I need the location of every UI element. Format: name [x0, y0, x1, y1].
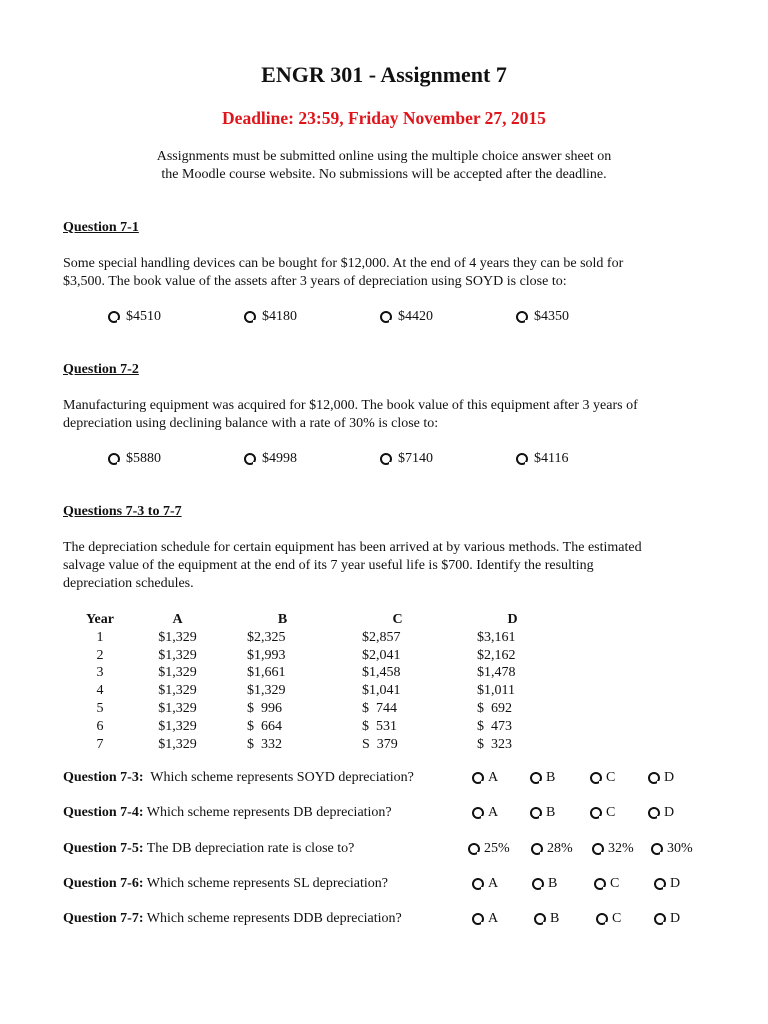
column-header: Year	[86, 612, 114, 627]
table-cell: $1,329	[158, 665, 197, 681]
table-body	[70, 629, 570, 754]
q2-option-b[interactable]	[244, 451, 297, 467]
subquestion-text: Which scheme represents DDB depreciation?	[143, 911, 402, 926]
option-label: B	[546, 805, 556, 820]
radio-icon[interactable]	[530, 807, 542, 819]
option-label: D	[670, 876, 681, 891]
table-cell: $3,161	[477, 629, 516, 645]
radio-icon[interactable]	[590, 807, 602, 819]
table-cell: $1,329	[158, 647, 197, 663]
table-row	[70, 647, 570, 665]
table-cell: $ 332	[247, 736, 282, 752]
question-text-line: salvage value of the equipment at the end of its 7 year useful life is $700. Identify the resulting	[63, 558, 594, 573]
option-label: B	[546, 770, 556, 785]
radio-icon[interactable]	[534, 913, 546, 925]
subquestion-3-option[interactable]	[530, 770, 555, 786]
table-cell: $ 531	[362, 718, 397, 734]
deadline-text: Deadline: 23:59, Friday November 27, 2015	[222, 108, 546, 128]
subquestion-5-option[interactable]	[651, 841, 693, 857]
radio-icon[interactable]	[472, 772, 484, 784]
table-cell: $2,325	[247, 629, 286, 645]
column-header: A	[172, 612, 183, 627]
question-text-line: Manufacturing equipment was acquired for $12,000. The book value of this equipment after 3 years of	[63, 398, 638, 413]
subquestion-5-option[interactable]	[592, 841, 634, 857]
subquestion-7-option[interactable]	[596, 911, 621, 927]
subquestion-text: Which scheme represents SOYD depreciation?	[143, 770, 414, 785]
option-label: D	[664, 805, 675, 820]
subquestion-7-option[interactable]	[654, 911, 680, 927]
instructions	[0, 148, 768, 184]
table-row	[70, 700, 570, 718]
table-cell: $ 323	[477, 736, 512, 752]
radio-icon[interactable]	[596, 913, 608, 925]
subquestion-3-option[interactable]	[648, 770, 674, 786]
question-text-line: $3,500. The book value of the assets after 3 years of depreciation using SOYD is close to:	[63, 274, 567, 289]
table-row	[70, 664, 570, 682]
table-cell: $1,329	[158, 700, 197, 716]
table-cell: $1,329	[158, 683, 197, 699]
radio-icon[interactable]	[244, 453, 256, 465]
column-header: C	[392, 612, 403, 627]
table-cell: $ 744	[362, 700, 397, 716]
radio-icon[interactable]	[516, 311, 528, 323]
table-cell: 6	[96, 718, 104, 734]
subquestion-3-option[interactable]	[472, 770, 498, 786]
subquestion-4-option[interactable]	[472, 805, 498, 821]
radio-icon[interactable]	[654, 878, 666, 890]
table-cell: $ 996	[247, 700, 282, 716]
subquestion-5	[63, 841, 354, 857]
subquestion-4-option[interactable]	[590, 805, 615, 821]
table-cell: $1,458	[362, 665, 401, 681]
subquestion-label: Question 7-7:	[63, 911, 144, 926]
subquestion-label: Question 7-3:	[63, 770, 144, 785]
table-cell: $1,329	[158, 718, 197, 734]
q2-option-c[interactable]	[380, 451, 433, 467]
radio-icon[interactable]	[516, 453, 528, 465]
radio-icon[interactable]	[648, 772, 660, 784]
option-label: $4420	[398, 309, 433, 324]
subquestion-6	[63, 876, 388, 892]
questions-7-3-to-7-7-heading: Questions 7-3 to 7-7	[63, 504, 182, 519]
radio-icon[interactable]	[651, 843, 663, 855]
subquestion-6-option[interactable]	[532, 876, 557, 892]
subquestion-7-option[interactable]	[534, 911, 559, 927]
column-header: D	[507, 612, 518, 627]
radio-icon[interactable]	[472, 878, 484, 890]
subquestion-text: Which scheme represents DB depreciation?	[143, 805, 392, 820]
table-cell: 7	[96, 736, 104, 752]
q1-option-b[interactable]	[244, 309, 297, 325]
radio-icon[interactable]	[530, 772, 542, 784]
option-label: $4116	[534, 451, 569, 466]
radio-icon[interactable]	[468, 843, 480, 855]
questions-7-3-text	[63, 539, 713, 593]
question-7-1-heading: Question 7-1	[63, 220, 139, 235]
radio-icon[interactable]	[472, 807, 484, 819]
table-cell: 2	[96, 647, 104, 663]
table-cell: 5	[96, 700, 104, 716]
subquestion-7	[63, 911, 402, 927]
option-label: 32%	[608, 841, 634, 856]
q1-option-d[interactable]	[516, 309, 569, 325]
option-label: C	[610, 876, 620, 891]
subquestion-text: The DB depreciation rate is close to?	[143, 841, 355, 856]
q1-option-a[interactable]	[108, 309, 161, 325]
table-cell: $1,329	[158, 629, 197, 645]
radio-icon[interactable]	[654, 913, 666, 925]
column-header: B	[277, 612, 288, 627]
radio-icon[interactable]	[108, 311, 120, 323]
option-label: $4998	[262, 451, 297, 466]
subquestion-3	[63, 770, 414, 786]
table-cell: $2,857	[362, 629, 401, 645]
table-row	[70, 682, 570, 700]
option-label: 28%	[547, 841, 573, 856]
option-label: C	[606, 770, 616, 785]
radio-icon[interactable]	[244, 311, 256, 323]
subquestion-4	[63, 805, 392, 821]
subquestion-6-option[interactable]	[594, 876, 619, 892]
radio-icon[interactable]	[590, 772, 602, 784]
radio-icon[interactable]	[532, 878, 544, 890]
table-cell: $1,041	[362, 683, 401, 699]
subquestion-5-option[interactable]	[531, 841, 573, 857]
radio-icon[interactable]	[108, 453, 120, 465]
option-label: B	[550, 911, 560, 926]
option-label: D	[670, 911, 681, 926]
subquestion-3-option[interactable]	[590, 770, 615, 786]
subquestion-6-option[interactable]	[472, 876, 498, 892]
radio-icon[interactable]	[380, 453, 392, 465]
table-cell: $1,011	[477, 683, 515, 699]
option-label: A	[488, 770, 499, 785]
option-label: $4180	[262, 309, 297, 324]
table-cell: $ 664	[247, 718, 282, 734]
option-label: A	[488, 876, 499, 891]
option-label: C	[606, 805, 616, 820]
radio-icon[interactable]	[648, 807, 660, 819]
subquestion-4-option[interactable]	[530, 805, 555, 821]
subquestion-6-option[interactable]	[654, 876, 680, 892]
instructions-line: Assignments must be submitted online using the multiple choice answer sheet on	[156, 149, 612, 164]
table-cell: 3	[96, 665, 104, 681]
option-label: B	[548, 876, 558, 891]
subquestion-text: Which scheme represents SL depreciation?	[143, 876, 389, 891]
subquestion-5-option[interactable]	[468, 841, 510, 857]
option-label: C	[612, 911, 622, 926]
page-title: ENGR 301 - Assignment 7	[261, 62, 507, 87]
table-cell: 1	[96, 629, 104, 645]
question-7-1-text	[63, 255, 713, 291]
option-label: $5880	[126, 451, 161, 466]
q1-option-c[interactable]	[380, 309, 433, 325]
q2-option-a[interactable]	[108, 451, 161, 467]
subquestion-label: Question 7-5:	[63, 841, 144, 856]
question-7-2-heading: Question 7-2	[63, 362, 139, 377]
table-cell: $ 473	[477, 718, 512, 734]
option-label: 30%	[667, 841, 693, 856]
option-label: $4510	[126, 309, 161, 324]
table-row	[70, 629, 570, 647]
option-label: A	[488, 911, 499, 926]
table-cell: $1,993	[247, 647, 286, 663]
table-cell: $2,162	[477, 647, 516, 663]
table-cell: $1,329	[247, 683, 286, 699]
table-cell: $ 692	[477, 700, 512, 716]
radio-icon[interactable]	[531, 843, 543, 855]
option-label: $4350	[534, 309, 569, 324]
subquestion-7-option[interactable]	[472, 911, 498, 927]
subquestion-label: Question 7-6:	[63, 876, 144, 891]
radio-icon[interactable]	[472, 913, 484, 925]
question-text-line: Some special handling devices can be bought for $12,000. At the end of 4 years they can be sold for	[63, 256, 624, 271]
subquestion-4-option[interactable]	[648, 805, 674, 821]
table-cell: $1,661	[247, 665, 286, 681]
question-text-line: depreciation schedules.	[63, 576, 194, 591]
table-cell: $1,329	[158, 736, 197, 752]
table-cell: S 379	[362, 736, 398, 752]
q2-option-d[interactable]	[516, 451, 568, 467]
radio-icon[interactable]	[380, 311, 392, 323]
question-text-line: depreciation using declining balance with a rate of 30% is close to:	[63, 416, 439, 431]
radio-icon[interactable]	[592, 843, 604, 855]
table-row	[70, 718, 570, 736]
instructions-line: the Moodle course website. No submissions will be accepted after the deadline.	[161, 167, 607, 182]
question-text-line: The depreciation schedule for certain equipment has been arrived at by various methods. The estimated	[63, 540, 642, 555]
option-label: A	[488, 805, 499, 820]
table-cell: $1,478	[477, 665, 516, 681]
radio-icon[interactable]	[594, 878, 606, 890]
option-label: D	[664, 770, 675, 785]
option-label: 25%	[484, 841, 510, 856]
table-cell: 4	[96, 683, 104, 699]
option-label: $7140	[398, 451, 433, 466]
table-header-row	[70, 611, 570, 629]
subquestion-label: Question 7-4:	[63, 805, 144, 820]
depreciation-schedule-table	[70, 611, 570, 753]
table-row	[70, 736, 570, 754]
table-cell: $2,041	[362, 647, 401, 663]
question-7-2-text	[63, 397, 713, 433]
